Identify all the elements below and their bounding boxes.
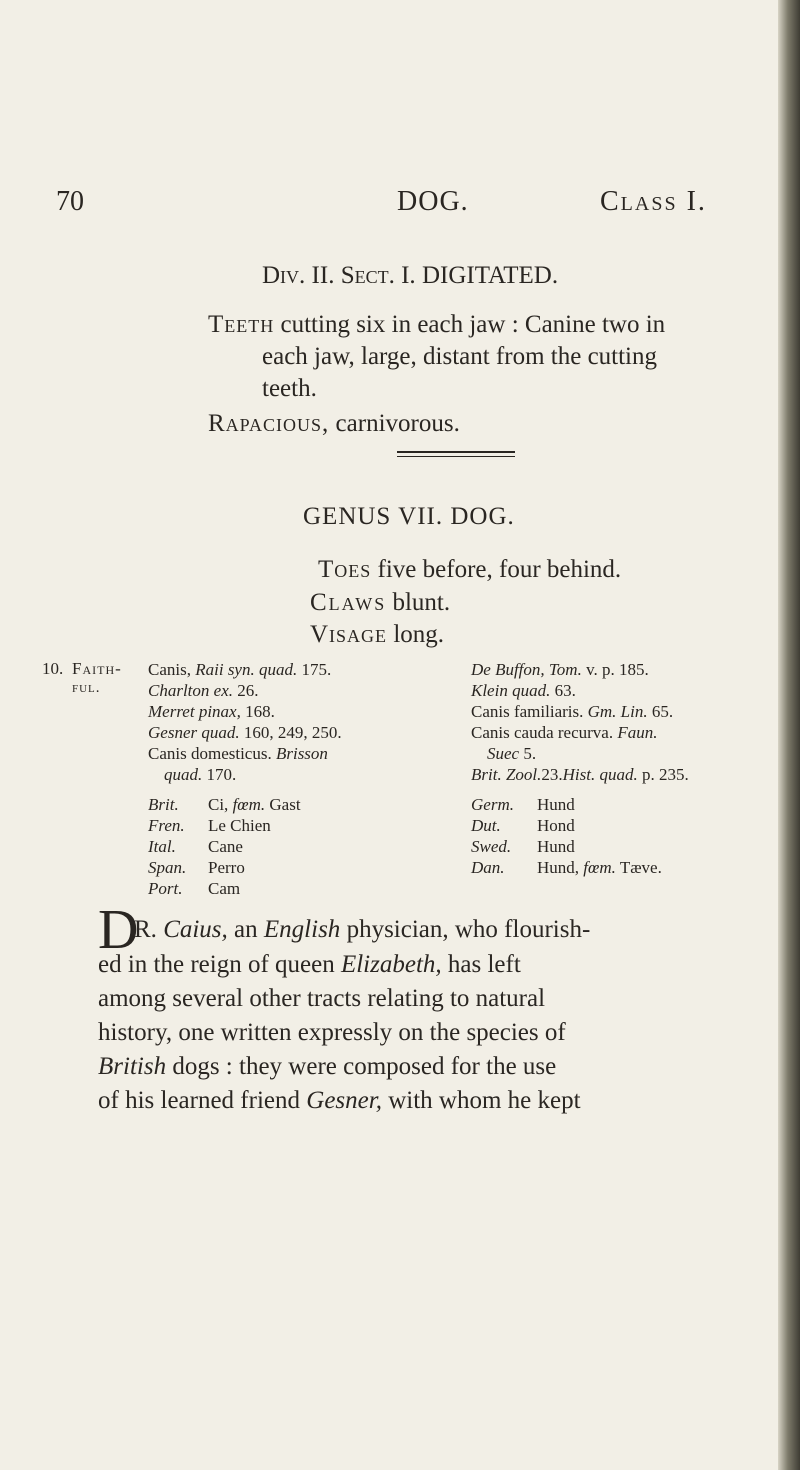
species-name-2: ful. [72, 680, 101, 696]
vernacular-left-3: Ital. Cane [148, 837, 243, 856]
section-rule [397, 451, 515, 453]
teeth-line-2: each jaw, large, distant from the cutting [262, 343, 658, 370]
synonym-left-1: Canis, Raii syn. quad. 175. [148, 660, 332, 679]
paragraph-line-2: ed in the reign of queen Elizabeth, has left [98, 951, 521, 978]
toes-line [318, 554, 621, 585]
paragraph-line-3: among several other tracts relating to natural [98, 985, 546, 1012]
teeth-smallcaps: Teeth [208, 311, 275, 338]
division-label: Div. II. [262, 262, 335, 289]
teeth-line-1 [208, 309, 665, 340]
name-caius: Caius, [163, 916, 228, 943]
synonym-left-4: Gesner quad. 160, 249, 250. [148, 723, 342, 742]
vernacular-right-2: Dut. Hond [471, 816, 575, 835]
synonym-right-4: Canis cauda recurva. Faun. [471, 723, 658, 742]
vernacular-left [148, 794, 301, 899]
paragraph-line-6: of his learned friend Gesner, with whom he kept [98, 1087, 581, 1114]
teeth-text: cutting six in each jaw : Canine two in [280, 311, 666, 338]
visage-smallcaps: Visage [310, 621, 388, 648]
synonym-left-5: Canis domesticus. Brisson [148, 744, 328, 763]
vernacular-right-4: Dan. Hund, fœm. Tæve. [471, 858, 662, 877]
visage-line [310, 619, 444, 650]
word-british: British [98, 1053, 167, 1080]
class-label: Class I. [600, 186, 707, 217]
vernacular-left-5: Port. Cam [148, 879, 241, 898]
genus-heading: GENUS VII. DOG. [303, 503, 515, 530]
rapacious-text: carnivorous. [335, 410, 460, 437]
synonym-right-5: Suec 5. [487, 744, 537, 763]
synonyms-right [471, 659, 689, 785]
running-title: DOG. [397, 186, 469, 217]
page-edge-shadow [778, 0, 800, 1470]
division-heading [262, 262, 558, 290]
teeth-line-3: teeth. [262, 375, 317, 402]
synonyms-left [148, 659, 342, 785]
vernacular-right [471, 794, 662, 878]
synonym-right-1: De Buffon, Tom. v. p. 185. [471, 660, 649, 679]
name-gesner: Gesner, [306, 1087, 382, 1114]
species-name-1: Faith- [72, 659, 122, 678]
synonym-left-2: Charlton ex. 26. [148, 681, 259, 700]
vernacular-left-2: Fren. Le Chien [148, 816, 271, 835]
synonym-right-2: Klein quad. 63. [471, 681, 576, 700]
rapacious-line [208, 408, 460, 439]
name-elizabeth: Elizabeth, [340, 951, 442, 978]
vernacular-left-1: Brit. Ci, fœm. Gast [148, 795, 301, 814]
word-english: English [263, 916, 341, 943]
paragraph-line-1: R. Caius, an English physician, who flourish- [134, 916, 591, 943]
vernacular-left-4: Span. Perro [148, 858, 245, 877]
paragraph-line-5: British dogs : they were composed for the use [98, 1053, 557, 1080]
species-number: 10. [42, 659, 64, 678]
synonym-right-6: Brit. Zool.23.Hist. quad. p. 235. [471, 765, 689, 784]
division-title: DIGITATED. [421, 262, 559, 289]
section-rule-thin [397, 456, 515, 457]
page-number: 70 [56, 186, 84, 217]
claws-line [310, 587, 450, 618]
rapacious-smallcaps: Rapacious, [208, 410, 330, 437]
synonym-left-3: Merret pinax, 168. [148, 702, 275, 721]
dr-abbrev: R. [134, 916, 157, 943]
drop-cap: D [98, 899, 139, 961]
synonym-left-6: quad. 170. [164, 765, 237, 784]
paragraph-line-4: history, one written expressly on the species of [98, 1019, 566, 1046]
visage-text: long. [393, 621, 445, 648]
vernacular-right-1: Germ. Hund [471, 795, 575, 814]
toes-smallcaps: Toes [318, 556, 372, 583]
toes-text: five before, four behind. [377, 556, 622, 583]
section-label: Sect. I. [340, 262, 416, 289]
claws-smallcaps: Claws [310, 589, 387, 616]
vernacular-right-3: Swed. Hund [471, 837, 575, 856]
claws-text: blunt. [392, 589, 451, 616]
synonym-right-3: Canis familiaris. Gm. Lin. 65. [471, 702, 674, 721]
